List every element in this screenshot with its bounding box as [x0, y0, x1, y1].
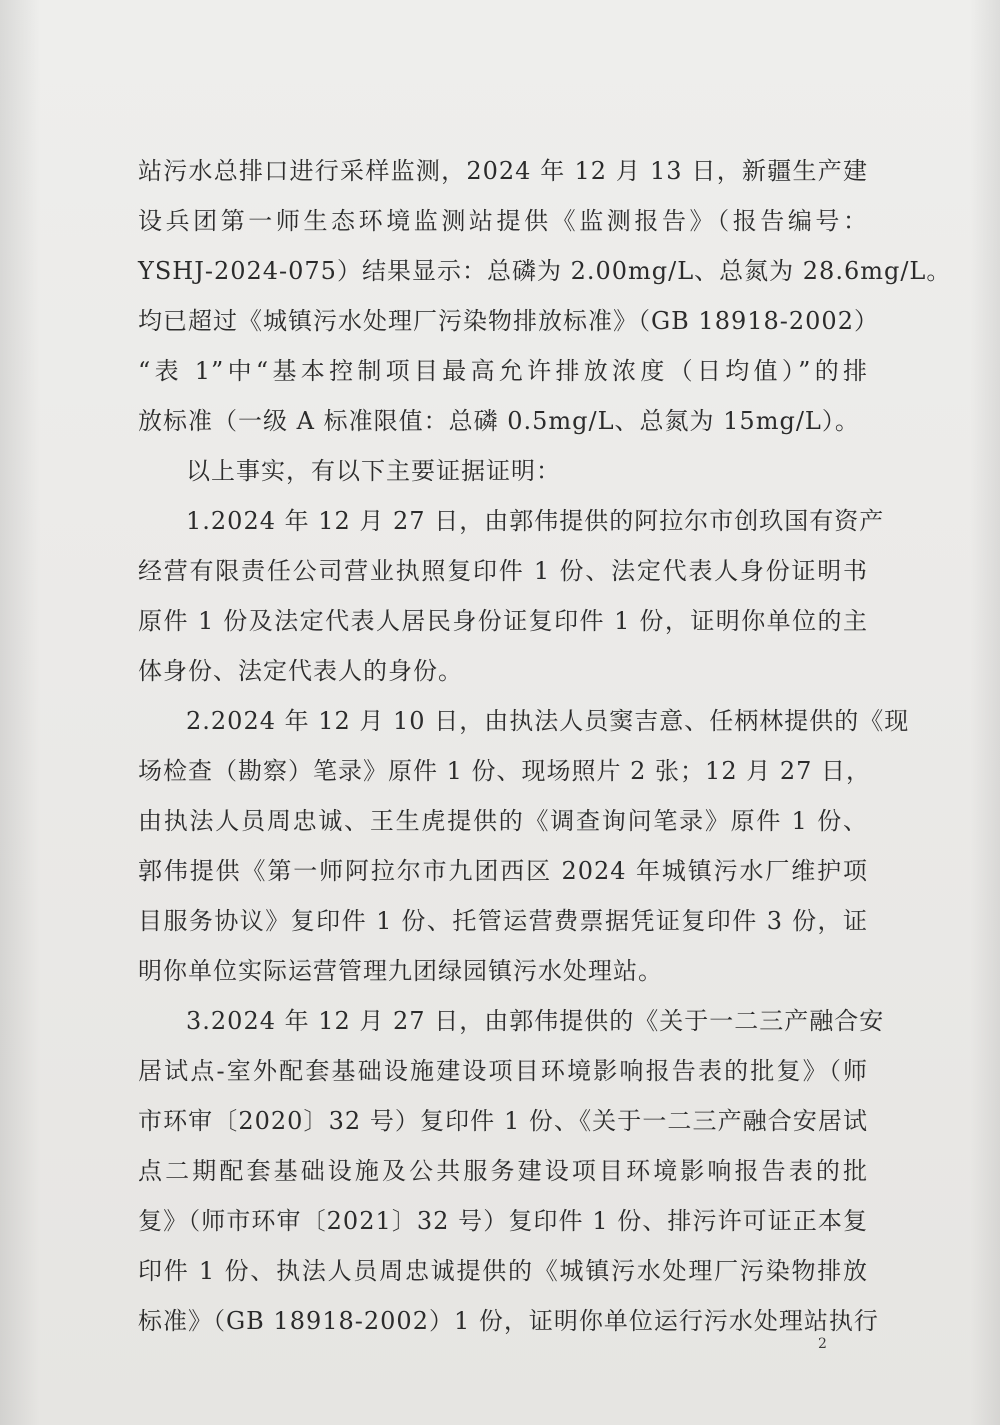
text-line-24: 标准》（GB 18918-2002）1 份，证明你单位运行污水处理站执行: [138, 1307, 879, 1335]
text-line-1: 站污水总排口进行采样监测，2024 年 12 月 13 日，新疆生产建: [138, 157, 868, 185]
page-shadow-right: [970, 0, 1000, 1425]
text-line-3: YSHJ-2024-075）结果显示：总磷为 2.00mg/L、总氮为 28.6mg/L。: [138, 257, 952, 285]
document-body: [138, 146, 952, 1346]
text-line-18: 3.2024 年 12 月 27 日，由郭伟提供的《关于一二三产融合安: [186, 1007, 885, 1035]
text-line-13: 场检查（勘察）笔录》原件 1 份、现场照片 2 张；12 月 27 日，: [138, 757, 872, 785]
text-line-14: 由执法人员周忠诚、王生虎提供的《调查询问笔录》原件 1 份、: [138, 807, 868, 835]
text-line-8: 1.2024 年 12 月 27 日，由郭伟提供的阿拉尔市创玖国有资产: [186, 507, 885, 535]
text-line-10: 原件 1 份及法定代表人居民身份证复印件 1 份，证明你单位的主: [138, 607, 868, 635]
text-line-20: 市环审〔2020〕32 号）复印件 1 份、《关于一二三产融合安居试: [138, 1107, 868, 1135]
text-line-15: 郭伟提供《第一师阿拉尔市九团西区 2024 年城镇污水厂维护项: [138, 857, 868, 885]
text-line-9: 经营有限责任公司营业执照复印件 1 份、法定代表人身份证明书: [138, 557, 868, 585]
page-number: 2: [818, 1336, 827, 1352]
text-line-2: 设兵团第一师生态环境监测站提供《监测报告》（报告编号：: [138, 207, 868, 235]
text-line-21: 点二期配套基础设施及公共服务建设项目环境影响报告表的批: [138, 1157, 868, 1185]
page-shadow-left: [0, 0, 40, 1425]
text-line-22: 复》（师市环审〔2021〕32 号）复印件 1 份、排污许可证正本复: [138, 1207, 868, 1235]
text-line-11: 体身份、法定代表人的身份。: [138, 657, 463, 685]
text-line-5: “表 1”中“基本控制项目最高允许排放浓度（日均值）”的排: [138, 357, 868, 385]
text-line-12: 2.2024 年 12 月 10 日，由执法人员窦吉意、任柄林提供的《现: [186, 707, 910, 735]
text-line-17: 明你单位实际运营管理九团绿园镇污水处理站。: [138, 957, 663, 985]
text-line-6: 放标准（一级 A 标准限值：总磷 0.5mg/L、总氮为 15mg/L）。: [138, 407, 860, 435]
text-line-19: 居试点-室外配套基础设施建设项目环境影响报告表的批复》（师: [138, 1057, 868, 1085]
text-line-16: 目服务协议》复印件 1 份、托管运营费票据凭证复印件 3 份，证: [138, 907, 868, 935]
text-line-23: 印件 1 份、执法人员周忠诚提供的《城镇污水处理厂污染物排放: [138, 1257, 868, 1285]
text-line-4: 均已超过《城镇污水处理厂污染物排放标准》（GB 18918-2002）: [138, 307, 879, 335]
text-line-7: 以上事实，有以下主要证据证明：: [186, 457, 561, 485]
